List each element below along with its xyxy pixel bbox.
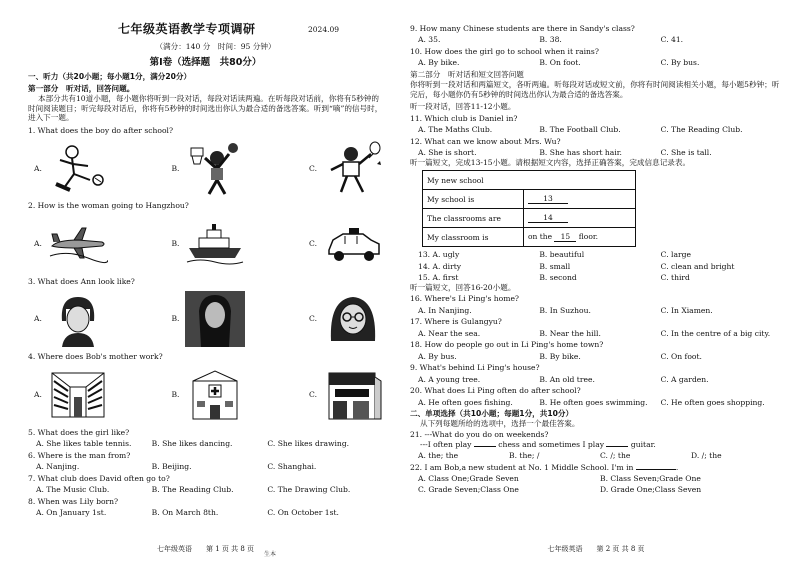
plane-icon <box>48 216 108 272</box>
page-footer: 七年级英语 第 2 页 共 8 页 <box>547 545 645 554</box>
instructions: 本部分共有10道小题，每小题你将听到一段对话，每段对话读两遍。在听每段对话前，你将有5秒钟的时间阅读题目；听完每段对话后，你将有5秒钟的时间选出你认为最合适的备选答案。听到“嘀”的信号时，进入下一题。 <box>28 94 383 123</box>
question-18-options <box>410 352 782 361</box>
ship-icon <box>185 216 245 272</box>
table-row <box>423 190 636 209</box>
option-b: B. Class Seven;Grade One <box>600 473 701 483</box>
question-7-options <box>28 485 383 494</box>
option-label: B. <box>171 314 180 324</box>
section-heading-listening: 一、听力（共20小题；每小题1分，满分20分） <box>28 72 192 82</box>
question-13-options <box>410 250 782 259</box>
question-6-options <box>28 462 383 471</box>
library-icon <box>48 367 108 423</box>
option-b: B. Near the hill. <box>539 328 601 338</box>
table-label: My classroom is <box>423 228 524 247</box>
option-label: C. <box>309 239 317 248</box>
text-segment: chess and sometimes I play <box>498 439 605 449</box>
subsection-heading-2: 第二部分 听对话和短文回答问题 <box>410 69 524 79</box>
boy-playing-football-icon <box>48 140 108 196</box>
option-d: D. Grade One;Class Seven <box>600 485 702 495</box>
question-19-options <box>410 375 782 384</box>
page-footer: 七年级英语 第 1 页 共 8 页 <box>156 545 255 554</box>
option-a: A. In Nanjing. <box>418 305 472 315</box>
question-2-options <box>28 215 383 273</box>
question-8-options <box>28 508 383 517</box>
option-label: B. <box>171 239 180 248</box>
subsection-2-instructions: 你将听到一段对话和两篇短文，各听两遍。听每段对话或短文前，你将有时间阅读相关小题，每小题5秒钟；听完后，每小题你仍有5秒钟的时间选出你认为最合适的备选答案。 <box>410 80 780 99</box>
bank-icon <box>323 367 383 423</box>
option-c: C. The Reading Club. <box>660 125 743 135</box>
option-c: C. On foot. <box>660 351 702 361</box>
answer-blank <box>606 446 628 447</box>
option-b: B. In Suzhou. <box>539 305 591 315</box>
question-6: 6. Where is the man from? <box>28 450 131 460</box>
option-a: A. He often goes fishing. <box>418 397 513 407</box>
option-b: B. He often goes swimming. <box>539 397 648 407</box>
option-a <box>28 291 108 347</box>
option-c: C. 41. <box>660 35 684 45</box>
option-c: C. Grade Seven;Class One <box>418 485 519 495</box>
question-5: 5. What does the girl like? <box>28 427 130 437</box>
question-21-options <box>410 451 782 460</box>
answer-blank <box>636 469 676 470</box>
question-2: 2. How is the woman going to Hangzhou? <box>28 201 189 211</box>
question-22-options-row-2 <box>410 485 782 494</box>
option-a: A. A young tree. <box>418 374 481 384</box>
option-b: B. small <box>539 261 571 271</box>
table-header: My new school <box>423 171 636 190</box>
option-c: C. /; the <box>600 451 631 461</box>
option-b: B. the; / <box>509 451 540 461</box>
option-b: B. Beijing. <box>151 462 192 472</box>
option-label: C. <box>309 163 317 173</box>
passage-2-intro: 听一篇短文，回答16-20小题。 <box>410 282 516 292</box>
option-a <box>28 367 108 423</box>
question-21-line-2 <box>410 440 782 449</box>
answer-blank <box>474 446 496 447</box>
question-1: 1. What does the boy do after school? <box>28 125 174 135</box>
option-b <box>165 291 245 347</box>
exam-page-2 <box>410 0 782 562</box>
dialogue-intro: 听一段对话，回答11-12小题。 <box>410 102 516 112</box>
question-21: 21. ---What do you do on weekends? <box>410 430 549 440</box>
option-label: C. <box>309 314 317 324</box>
question-1-options <box>28 139 383 197</box>
question-5-options <box>28 439 383 448</box>
part-heading: 第Ⅰ卷（选择题 共80分） <box>149 57 262 69</box>
question-9: 9. How many Chinese students are there in Sandy's class? <box>410 24 635 33</box>
option-d: D. /; the <box>691 451 722 461</box>
question-3: 3. What does Ann look like? <box>28 276 135 286</box>
passage-1-intro: 听一篇短文，完成13-15小题。请根据短文内容，选择正确答案，完成信息记录表。 <box>410 157 691 167</box>
answer-blank: 14 <box>528 213 568 223</box>
answer-blank: 13 <box>528 194 568 204</box>
option-b: B. On foot. <box>539 58 581 68</box>
question-15-options <box>410 273 782 282</box>
question-10: 10. How does the girl go to school when it rains? <box>410 46 599 56</box>
option-label: A. <box>34 239 42 248</box>
option-a: A. Near the sea. <box>418 328 481 338</box>
text-segment: guitar. <box>630 439 656 449</box>
table-blank-cell <box>524 190 636 209</box>
option-a: A. The Music Club. <box>36 485 110 495</box>
question-16: 16. Where's Li Ping's home? <box>410 294 520 304</box>
option-c: C. third <box>660 273 690 283</box>
question-9-options <box>410 35 782 44</box>
question-17: 17. Where is Gulangyu? <box>410 317 502 327</box>
option-a <box>28 140 108 196</box>
question-18: 18. How do people go out in Li Ping's home town? <box>410 340 604 350</box>
question-11-options <box>410 125 782 134</box>
question-12: 12. What can we know about Mrs. Wu? <box>410 136 561 146</box>
question-14-options <box>410 262 782 271</box>
option-c: C. In Xiamen. <box>660 305 713 315</box>
option-label: B. <box>171 163 180 173</box>
question-17-options <box>410 329 782 338</box>
option-c: C. Shanghai. <box>267 462 317 472</box>
exam-title: 七年级英语教学专项调研 <box>118 22 256 36</box>
table-suffix: floor. <box>578 232 598 242</box>
option-b <box>165 367 245 423</box>
question-3-options <box>28 290 383 348</box>
section-2-instructions: 从下列每题所给的选项中，选择一个最佳答案。 <box>420 418 580 428</box>
option-b: B. The Football Club. <box>539 125 621 135</box>
option-label: A. <box>34 163 42 173</box>
text-segment: ---I often play <box>420 439 472 449</box>
table-blank-cell <box>524 209 636 228</box>
option-a: A. Nanjing. <box>36 462 80 472</box>
table-row <box>423 228 636 247</box>
question-8: 8. When was Lily born? <box>28 496 119 506</box>
question-10-options <box>410 58 782 67</box>
question-20: 20. What does Li Ping often do after school? <box>410 386 581 396</box>
option-b: B. second <box>539 273 577 283</box>
option-a: 15. A. first <box>418 273 459 283</box>
option-c <box>303 140 383 196</box>
option-a: A. By bike. <box>418 58 460 68</box>
option-label: A. <box>34 389 42 399</box>
option-a: 13. A. ugly <box>418 250 460 260</box>
option-c <box>303 367 383 423</box>
option-c: C. On October 1st. <box>267 508 339 518</box>
option-c: C. In the centre of a big city. <box>660 328 771 338</box>
option-a: A. Class One;Grade Seven <box>418 473 519 483</box>
option-c: C. By bus. <box>660 58 700 68</box>
section-heading-multiple-choice: 二、单项选择（共10小题；每题1分，共10分） <box>410 409 574 419</box>
question-16-options <box>410 306 782 315</box>
option-a: 14. A. dirty <box>418 261 462 271</box>
option-a: A. 35. <box>418 35 441 45</box>
boy-playing-badminton-icon <box>323 140 383 196</box>
option-b: B. She likes dancing. <box>151 439 233 449</box>
answer-blank: 15 <box>554 232 576 242</box>
girl-glasses-icon <box>323 291 383 347</box>
exam-date: 2024.09 <box>308 25 340 34</box>
option-a: A. She is short. <box>418 148 477 158</box>
option-c: C. The Drawing Club. <box>267 485 351 495</box>
question-19: 9. What's behind Li Ping's house? <box>410 363 540 373</box>
option-b: B. beautiful <box>539 250 585 260</box>
option-label: A. <box>34 314 42 324</box>
information-table <box>422 170 636 247</box>
table-row <box>423 209 636 228</box>
option-a: A. On January 1st. <box>36 508 107 518</box>
option-c: C. A garden. <box>660 374 709 384</box>
question-12-options <box>410 148 782 157</box>
question-22: 22. I am Bob,a new student at No. 1 Middle School. I'm in . <box>410 462 679 472</box>
exam-page-1 <box>28 0 383 562</box>
option-c: C. large <box>660 250 691 260</box>
question-20-options <box>410 398 782 407</box>
option-b: B. The Reading Club. <box>151 485 234 495</box>
table-prefix: on the <box>528 232 553 242</box>
option-b: B. 38. <box>539 35 562 45</box>
option-c <box>303 216 383 272</box>
option-a: A. the; the <box>418 451 459 461</box>
option-c: C. He often goes shopping. <box>660 397 765 407</box>
exam-info: （满分：140 分 时间：95 分钟） <box>155 42 276 51</box>
option-c: C. She is tall. <box>660 148 712 158</box>
option-label: C. <box>309 389 317 399</box>
option-b: B. On March 8th. <box>151 508 219 518</box>
question-4: 4. Where does Bob's mother work? <box>28 352 163 362</box>
question-7: 7. What club does David often go to? <box>28 473 170 483</box>
option-c: C. She likes drawing. <box>267 439 350 449</box>
hospital-icon <box>185 367 245 423</box>
table-blank-cell <box>524 228 636 247</box>
table-label: The classrooms are <box>423 209 524 228</box>
taxi-icon <box>323 216 383 272</box>
question-4-options <box>28 366 383 424</box>
footer-mark: 生本 <box>264 550 277 558</box>
option-a <box>28 216 108 272</box>
option-a: A. By bus. <box>418 351 457 361</box>
option-c: C. clean and bright <box>660 261 735 271</box>
question-22-options-row-1 <box>410 474 782 483</box>
option-b <box>165 140 245 196</box>
girl-short-hair-icon <box>48 291 108 347</box>
table-row <box>423 171 636 190</box>
title-row <box>28 22 383 40</box>
option-label: B. <box>171 389 180 399</box>
option-b <box>165 216 245 272</box>
boy-playing-basketball-icon <box>185 140 245 196</box>
table-label: My school is <box>423 190 524 209</box>
subsection-heading-1: 第一部分 听对话，回答问题。 <box>28 83 135 93</box>
option-b: B. She has short hair. <box>539 148 622 158</box>
option-c <box>303 291 383 347</box>
text-segment: 22. I am Bob,a new student at No. 1 Middle School. I'm in <box>410 462 634 472</box>
option-b: B. An old tree. <box>539 374 595 384</box>
option-b: B. By bike. <box>539 351 581 361</box>
option-a: A. She likes table tennis. <box>36 439 132 449</box>
girl-long-hair-icon <box>185 291 245 347</box>
question-11: 11. Which club is Daniel in? <box>410 113 518 123</box>
option-a: A. The Maths Club. <box>418 125 493 135</box>
